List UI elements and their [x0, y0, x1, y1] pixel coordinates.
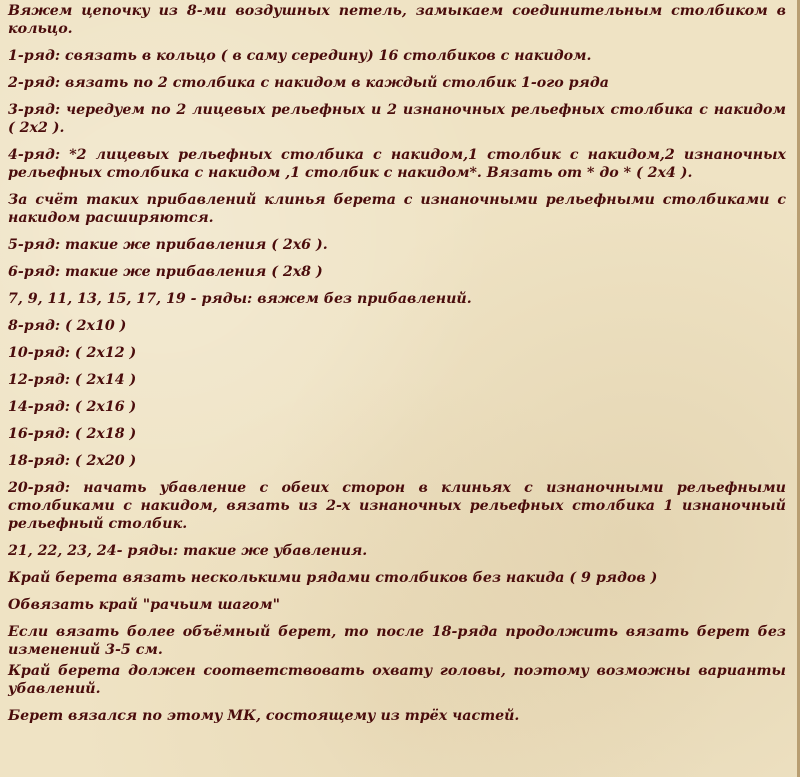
paragraph-row-16: 16-ряд: ( 2х18 ) — [8, 426, 137, 442]
paragraph-row-6: 6-ряд: такие же прибавления ( 2х8 ) — [8, 264, 323, 280]
paragraph-row-3: 3-ряд: чередуем по 2 лицевых рельефных и 2 изнаночных рельефных столбика с накидом ( 2х2 ). — [8, 102, 786, 136]
paragraph-row-18: 18-ряд: ( 2х20 ) — [8, 453, 137, 469]
paragraph-closing: Берет вязался по этому МК, состоящему из трёх частей. — [8, 708, 520, 724]
paragraph-note-increases: За счёт таких прибавлений клинья берета с изнаночными рельефными столбиками с накидом расширяются. — [8, 192, 786, 226]
paragraph-row-1: 1-ряд: связать в кольцо ( в саму середину) 16 столбиков с накидом. — [8, 48, 592, 64]
paragraph-row-20: 20-ряд: начать убавление с обеих сторон в клиньях с изнаночными рельефными столбиками с накидом, вязать из 2-х изнаночных рельефных столбика 1 изнаночный рельефный столбик. — [8, 480, 786, 532]
paragraph-row-12: 12-ряд: ( 2х14 ) — [8, 372, 137, 388]
paragraph-row-2: 2-ряд: вязать по 2 столбика с накидом в каждый столбик 1-ого ряда — [8, 75, 609, 91]
paragraph-row-8: 8-ряд: ( 2х10 ) — [8, 318, 127, 334]
paragraph-row-4: 4-ряд: *2 лицевых рельефных столбика с накидом,1 столбик с накидом,2 изнаночных рельефных столбика с накидом ,1 столбик с накидом*. Вязать от * до * ( 2х4 ). — [8, 147, 786, 181]
paragraph-crab-stitch: Обвязать край "рачьим шагом" — [8, 597, 281, 613]
paragraph-row-10: 10-ряд: ( 2х12 ) — [8, 345, 137, 361]
paragraph-head-size-note: Край берета должен соответствовать охвату головы, поэтому возможны варианты убавлений. — [8, 663, 786, 697]
paragraph-edge: Край берета вязать несколькими рядами столбиков без накида ( 9 рядов ) — [8, 570, 658, 586]
paragraph-row-5: 5-ряд: такие же прибавления ( 2х6 ). — [8, 237, 328, 253]
paragraph-odd-rows: 7, 9, 11, 13, 15, 17, 19 - ряды: вяжем без прибавлений. — [8, 291, 472, 307]
paragraph-volume-note: Если вязать более объёмный берет, то после 18-ряда продолжить вязать берет без изменений 3-5 см. — [8, 624, 786, 658]
paragraph-intro: Вяжем цепочку из 8-ми воздушных петель, замыкаем соединительным столбиком в кольцо. — [8, 3, 786, 37]
paragraph-row-14: 14-ряд: ( 2х16 ) — [8, 399, 137, 415]
paragraph-rows-21-24: 21, 22, 23, 24- ряды: такие же убавления. — [8, 543, 368, 559]
